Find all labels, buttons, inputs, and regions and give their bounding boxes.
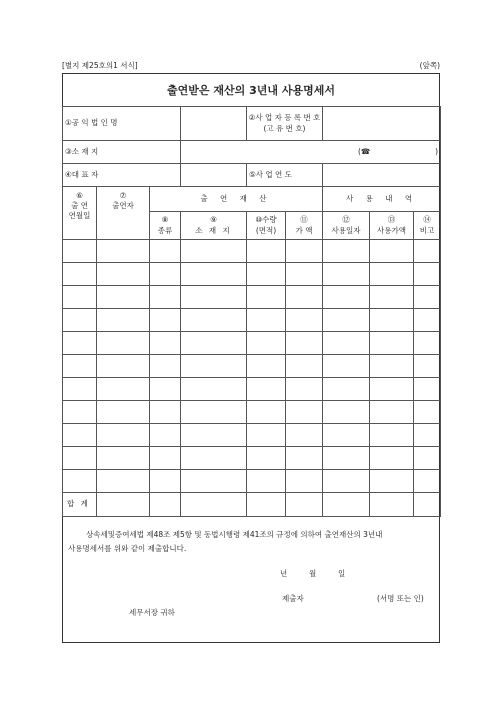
cell-date[interactable] [63,401,97,424]
address-field[interactable] [181,141,441,164]
col-usage-amount [370,212,414,240]
cell-date[interactable] [63,424,97,447]
total-cell[interactable] [97,493,150,517]
biz-reg-no-field[interactable] [323,107,441,141]
cell-quantity[interactable] [247,470,286,493]
cell-remarks[interactable] [414,332,441,355]
corp-name-label: ①공 익 법 인 명 [63,107,181,141]
cell-usage-date[interactable] [323,470,370,493]
cell-remarks[interactable] [414,378,441,401]
cell-usage-amount[interactable] [370,286,414,309]
col13-label: 사용가액 [377,225,406,235]
cell-contributor[interactable] [97,401,150,424]
cell-usage-amount[interactable] [370,309,414,332]
cell-date[interactable] [63,286,97,309]
total-cell[interactable] [181,493,247,517]
col13-number: ⑬ [387,215,396,225]
form-title: 출연받은 재산의 3년내 사용명세서 [167,84,335,97]
cell-contributor[interactable] [97,470,150,493]
cell-usage-date[interactable] [323,286,370,309]
cell-location[interactable] [181,355,247,378]
biz-reg-no-label [247,107,323,141]
table-row [63,447,441,470]
col-group-contributed-property: 출 연 재 산 [150,187,323,212]
cell-date[interactable] [63,240,97,263]
cell-type[interactable] [150,263,181,286]
col8-label: 종류 [157,225,173,235]
cell-type[interactable] [150,332,181,355]
cell-value[interactable] [286,332,323,355]
cell-type[interactable] [150,309,181,332]
cell-contributor[interactable] [97,240,150,263]
col-contribution-date [63,187,97,240]
cell-contributor[interactable] [97,355,150,378]
col9-label: 소 재 지 [195,225,232,235]
cell-type[interactable] [150,355,181,378]
col6-line2: 연월일 [68,211,91,221]
cell-usage-amount[interactable] [370,263,414,286]
cell-remarks[interactable] [414,355,441,378]
declaration-line-2: 사용명세서를 위와 같이 제출합니다. [68,544,187,553]
cell-value[interactable] [286,286,323,309]
cell-usage-date[interactable] [323,401,370,424]
cell-value[interactable] [286,447,323,470]
date-month-label: 월 [309,569,317,578]
data-rows [63,240,441,493]
cell-location[interactable] [181,378,247,401]
cell-usage-date[interactable] [323,355,370,378]
biz-year-label: ⑤사 업 연 도 [247,164,323,187]
cell-remarks[interactable] [414,401,441,424]
cell-contributor[interactable] [97,263,150,286]
col-contributor [97,187,150,240]
cell-date[interactable] [63,309,97,332]
cell-location[interactable] [181,263,247,286]
cell-usage-amount[interactable] [370,447,414,470]
table-row [63,424,441,447]
cell-location[interactable] [181,447,247,470]
cell-value[interactable] [286,378,323,401]
cell-remarks[interactable] [414,240,441,263]
cell-value[interactable] [286,424,323,447]
cell-date[interactable] [63,263,97,286]
cell-contributor[interactable] [97,309,150,332]
biz-year-field[interactable] [323,164,441,187]
cell-value[interactable] [286,401,323,424]
table-row [63,309,441,332]
cell-quantity[interactable] [247,378,286,401]
cell-location[interactable] [181,424,247,447]
cell-value[interactable] [286,309,323,332]
corp-name-row [63,107,441,141]
cell-usage-date[interactable] [323,309,370,332]
cell-quantity[interactable] [247,447,286,470]
cell-value[interactable] [286,240,323,263]
cell-contributor[interactable] [97,286,150,309]
cell-quantity[interactable] [247,286,286,309]
cell-location[interactable] [181,286,247,309]
cell-remarks[interactable] [414,263,441,286]
corp-name-field[interactable] [181,107,247,141]
cell-date[interactable] [63,332,97,355]
declaration-line-1: 상속세및증여세법 제48조 제5항 및 동법시행령 제41조의 규정에 의하여 출연재산의 3년내 [86,530,383,539]
col12-label: 사용일자 [331,225,361,235]
date-day-label: 일 [338,569,346,578]
address-row [63,141,441,164]
cell-usage-amount[interactable] [370,470,414,493]
total-cell[interactable] [323,493,370,517]
table-row [63,401,441,424]
table-row [63,355,441,378]
rep-label: ④대 표 자 [63,164,181,187]
cell-location[interactable] [181,332,247,355]
col10-line2: (면적) [255,225,277,235]
col10-line1: ⑩수량 [255,215,277,225]
phone-open: (☎ [358,147,371,156]
col6-line1: 출 연 [71,201,88,211]
col-location [181,212,247,240]
cell-location[interactable] [181,240,247,263]
cell-location[interactable] [181,470,247,493]
submitter-label: 제출자 [282,594,304,603]
total-cell[interactable] [370,493,414,517]
biz-reg-no-label-line2: (고 유 번 호) [263,123,306,133]
cell-value[interactable] [286,263,323,286]
signature-label: (서명 또는 인) [377,594,424,603]
table-row [63,378,441,401]
cell-type[interactable] [150,378,181,401]
cell-usage-date[interactable] [323,378,370,401]
cell-quantity[interactable] [247,424,286,447]
cell-usage-date[interactable] [323,263,370,286]
table-row [63,263,441,286]
cell-contributor[interactable] [97,447,150,470]
col7-label: 출연자 [112,201,134,211]
cell-value[interactable] [286,470,323,493]
column-header-row-1 [63,187,441,212]
biz-reg-no-label-line1: ②사 업 자 등 록 번 호 [248,113,321,123]
cell-date[interactable] [63,447,97,470]
table-row [63,332,441,355]
col8-number: ⑧ [161,215,169,225]
cell-date[interactable] [63,470,97,493]
cell-quantity[interactable] [247,240,286,263]
col-value [286,212,323,240]
col14-number: ⑭ [423,215,431,225]
total-cell[interactable] [414,493,441,517]
usage-statement-table [62,106,441,517]
cell-usage-amount[interactable] [370,332,414,355]
cell-usage-date[interactable] [323,240,370,263]
cell-quantity[interactable] [247,309,286,332]
col-type [150,212,181,240]
col-group-usage-details: 사 용 내 역 [323,187,441,212]
cell-type[interactable] [150,447,181,470]
cell-remarks[interactable] [414,470,441,493]
rep-row [63,164,441,187]
table-row [63,240,441,263]
cell-usage-amount[interactable] [370,378,414,401]
cell-usage-amount[interactable] [370,424,414,447]
cell-value[interactable] [286,355,323,378]
cell-contributor[interactable] [97,378,150,401]
cell-quantity[interactable] [247,263,286,286]
col7-number: ⑦ [119,191,127,200]
cell-type[interactable] [150,401,181,424]
phone-close: ) [435,147,439,156]
front-side-label: (앞쪽) [419,61,440,70]
cell-quantity[interactable] [247,332,286,355]
col-usage-date [323,212,370,240]
cell-contributor[interactable] [97,332,150,355]
cell-location[interactable] [181,401,247,424]
cell-quantity[interactable] [247,355,286,378]
cell-date[interactable] [63,378,97,401]
total-cell[interactable] [150,493,181,517]
total-cell[interactable] [286,493,323,517]
cell-usage-amount[interactable] [370,355,414,378]
cell-contributor[interactable] [97,424,150,447]
recipient-label: 세무서장 귀하 [129,608,175,617]
total-cell[interactable] [247,493,286,517]
table-row [63,470,441,493]
cell-usage-date[interactable] [323,424,370,447]
address-label: ③소 재 지 [63,141,181,164]
cell-usage-amount[interactable] [370,401,414,424]
cell-remarks[interactable] [414,309,441,332]
date-year-label: 년 [280,569,288,578]
cell-date[interactable] [63,355,97,378]
form-number: [별지 제25호의1 서식] [62,61,138,70]
col11-label: 가 액 [295,225,313,235]
cell-type[interactable] [150,240,181,263]
col9-number: ⑨ [210,215,217,225]
table-row [63,286,441,309]
cell-remarks[interactable] [414,286,441,309]
declaration-section [62,518,440,643]
col12-number: ⑫ [342,215,350,225]
cell-location[interactable] [181,309,247,332]
cell-remarks[interactable] [414,424,441,447]
col6-number: ⑥ [76,191,83,200]
col-quantity [247,212,286,240]
cell-type[interactable] [150,470,181,493]
rep-field[interactable] [181,164,247,187]
col11-number: ⑪ [300,215,308,225]
cell-type[interactable] [150,424,181,447]
cell-usage-amount[interactable] [370,240,414,263]
cell-type[interactable] [150,286,181,309]
col14-label: 비고 [419,225,435,235]
cell-remarks[interactable] [414,447,441,470]
total-row [63,493,441,517]
col-remarks [414,212,441,240]
total-label: 합 계 [63,493,97,517]
cell-quantity[interactable] [247,401,286,424]
cell-usage-date[interactable] [323,332,370,355]
cell-usage-date[interactable] [323,447,370,470]
